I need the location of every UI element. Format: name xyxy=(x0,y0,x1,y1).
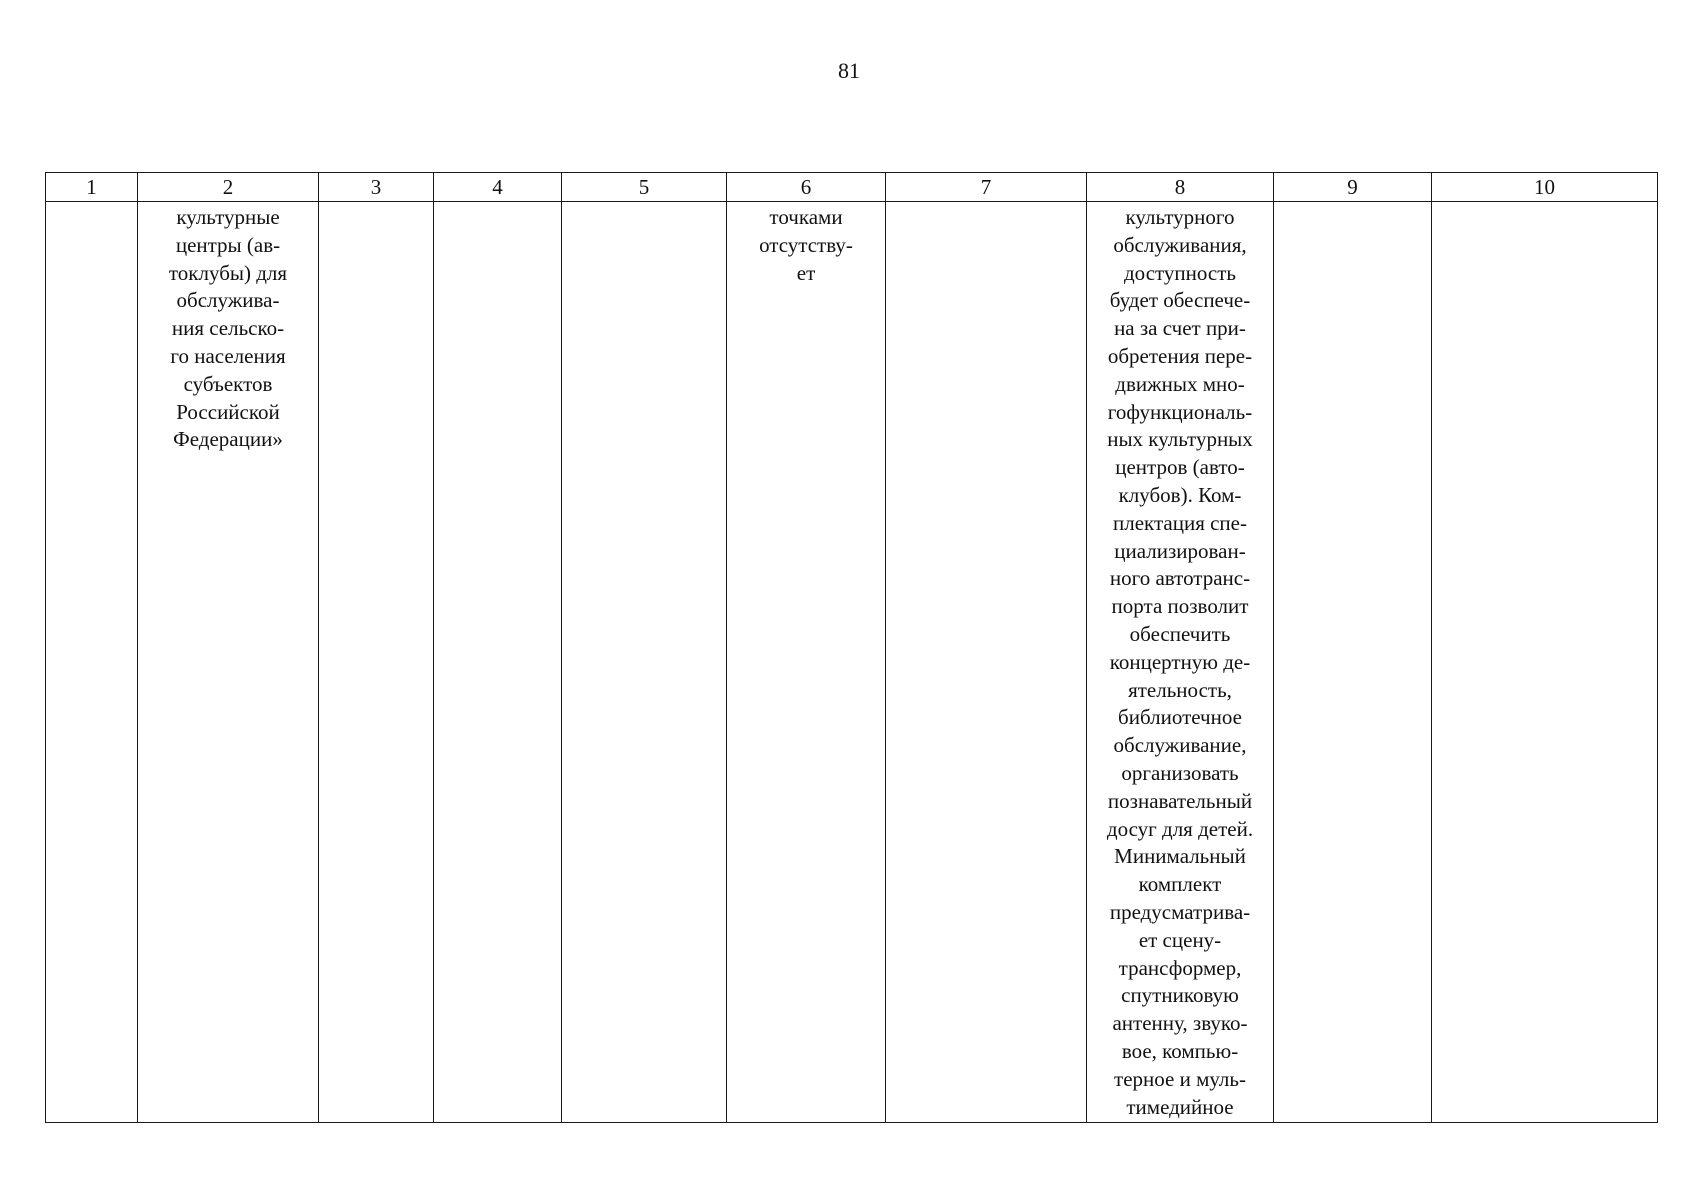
cell-text xyxy=(434,202,561,204)
page-number: 81 xyxy=(838,58,860,83)
cell-text xyxy=(562,202,726,204)
column-header-4: 4 xyxy=(434,173,562,202)
column-header-9: 9 xyxy=(1274,173,1432,202)
column-header-2: 2 xyxy=(138,173,319,202)
cell-col-3 xyxy=(319,202,434,1123)
column-header-10: 10 xyxy=(1432,173,1658,202)
cell-text: культурные центры (ав- токлубы) для обслужива- ния сельско- го населения субъектов Российской Федерации» xyxy=(168,205,288,452)
cell-text xyxy=(886,202,1086,204)
cell-text xyxy=(46,202,137,204)
cell-col-5 xyxy=(562,202,727,1123)
cell-col-7 xyxy=(886,202,1087,1123)
cell-col-8 xyxy=(1087,202,1274,1123)
cell-text: культурного обслуживания, доступность будет обеспече- на за счет при- обретения пере- движных мно- гофункциональ- ных культурных центров (авто- клубов). Ком- плектация спе- циализирован- ного автотранс- порта позволит обеспечить концертную де- ятельность, библиотечное обслуживание, организовать познавательный досуг для детей. Минимальный комплект предусматрива- ет сцену- трансформер, спутниковую антенну, звуко- вое, компью- терное и муль- тимедийное xyxy=(1106,205,1254,1119)
cell-text: точками отсутству- ет xyxy=(759,205,853,285)
table-header-row xyxy=(46,173,1658,202)
column-header-6: 6 xyxy=(727,173,886,202)
table-row xyxy=(46,202,1658,1123)
column-header-3: 3 xyxy=(319,173,434,202)
column-header-7: 7 xyxy=(886,173,1087,202)
cell-col-10 xyxy=(1432,202,1658,1123)
data-table xyxy=(45,172,1658,1123)
cell-text xyxy=(1274,202,1431,204)
cell-col-9 xyxy=(1274,202,1432,1123)
cell-text xyxy=(1432,202,1657,204)
cell-col-4 xyxy=(434,202,562,1123)
cell-col-1 xyxy=(46,202,138,1123)
column-header-1: 1 xyxy=(46,173,138,202)
column-header-5: 5 xyxy=(562,173,727,202)
cell-col-2 xyxy=(138,202,319,1123)
column-header-8: 8 xyxy=(1087,173,1274,202)
cell-col-6 xyxy=(727,202,886,1123)
cell-text xyxy=(319,202,433,204)
